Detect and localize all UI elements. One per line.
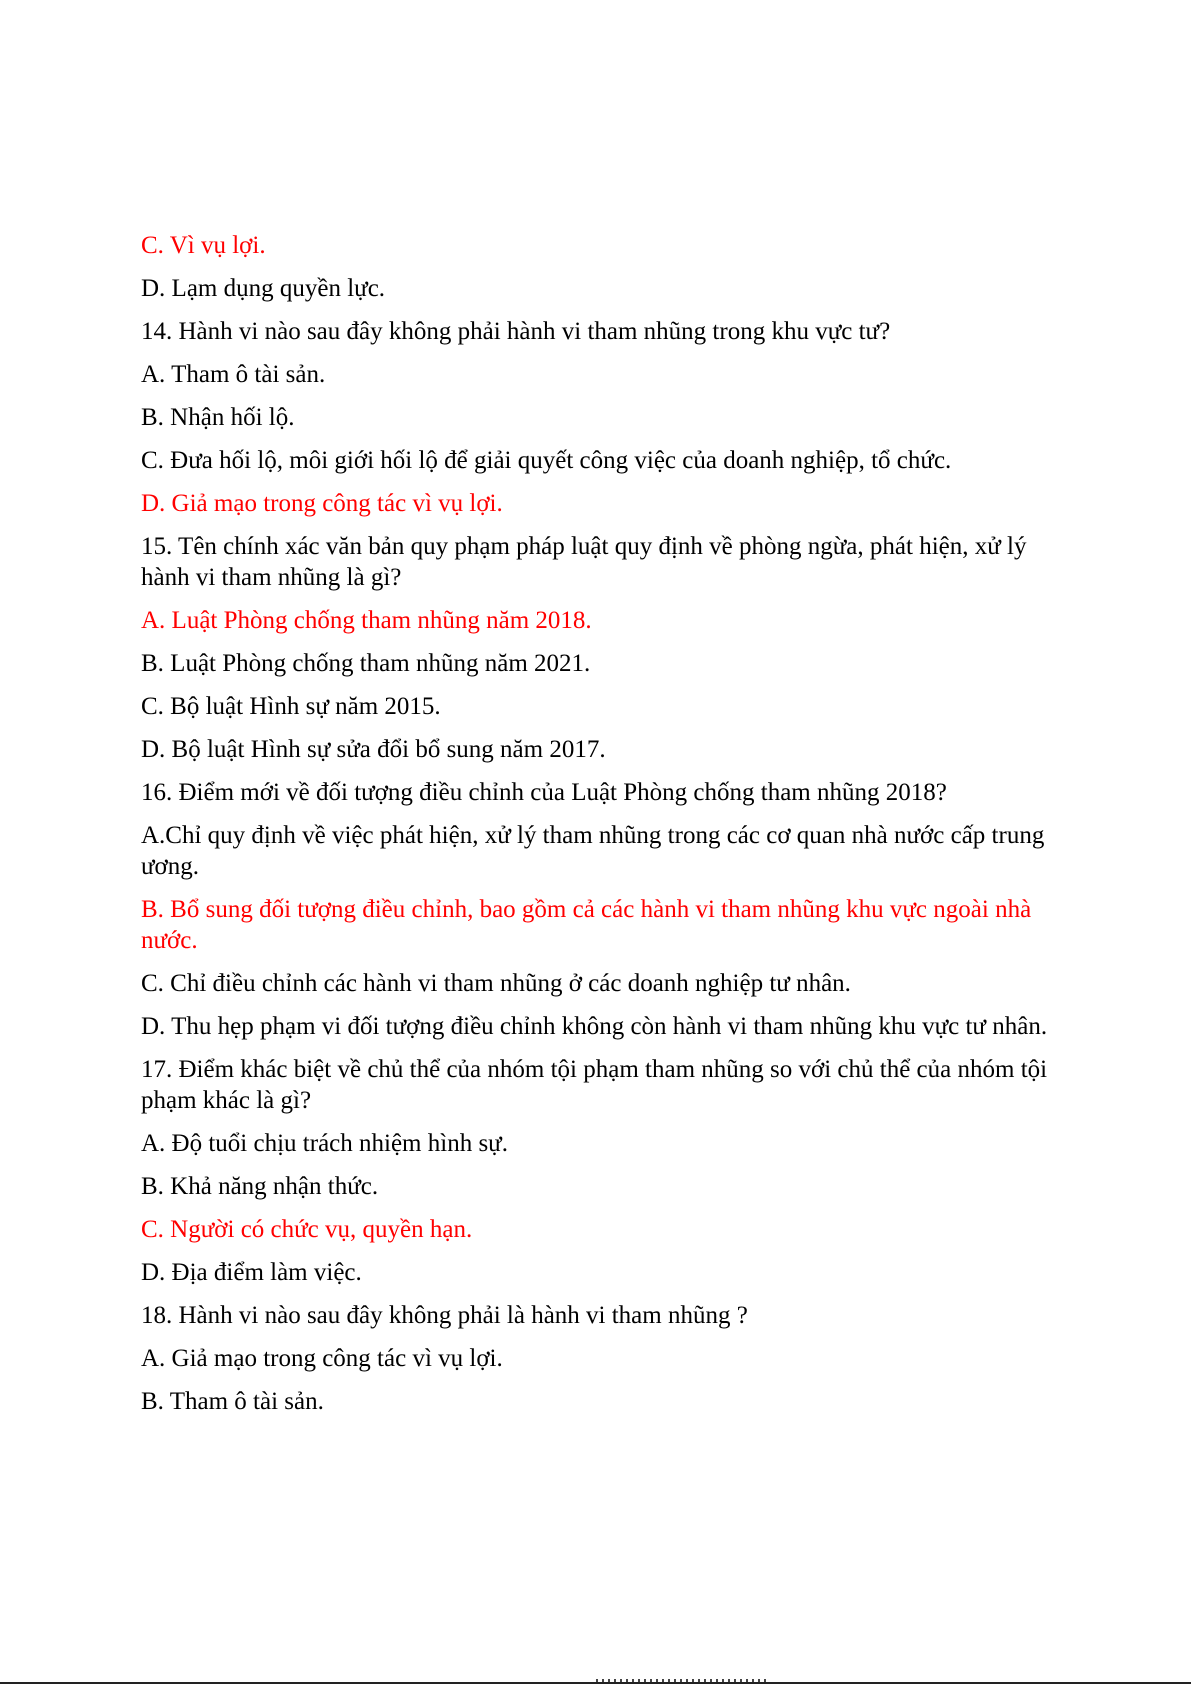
- option-line: D. Lạm dụng quyền lực.: [141, 275, 386, 302]
- question-line: 16. Điểm mới về đối tượng điều chỉnh của Luật Phòng chống tham nhũng 2018?: [141, 779, 947, 806]
- option-line-answer: A. Luật Phòng chống tham nhũng năm 2018.: [141, 607, 592, 634]
- option-line: B. Nhận hối lộ.: [141, 404, 295, 431]
- option-line: B. Tham ô tài sản.: [141, 1388, 324, 1415]
- option-line: A. Tham ô tài sản.: [141, 361, 326, 388]
- option-line: D. Địa điểm làm việc.: [141, 1259, 362, 1286]
- option-line: D. Thu hẹp phạm vi đối tượng điều chỉnh không còn hành vi tham nhũng khu vực tư nhân.: [141, 1013, 1048, 1040]
- option-line-answer: C. Vì vụ lợi.: [141, 232, 266, 259]
- option-line: B. Luật Phòng chống tham nhũng năm 2021.: [141, 650, 591, 677]
- option-line-answer: D. Giả mạo trong công tác vì vụ lợi.: [141, 490, 503, 517]
- page-bottom-edge: [0, 1679, 1191, 1685]
- option-line: D. Bộ luật Hình sự sửa đổi bổ sung năm 2017.: [141, 736, 606, 763]
- document-body: [141, 230, 1061, 1429]
- option-line: C. Chỉ điều chỉnh các hành vi tham nhũng ở các doanh nghiệp tư nhân.: [141, 970, 851, 997]
- option-line: A. Độ tuổi chịu trách nhiệm hình sự.: [141, 1130, 508, 1157]
- option-line: B. Khả năng nhận thức.: [141, 1173, 379, 1200]
- question-line: 18. Hành vi nào sau đây không phải là hành vi tham nhũng ?: [141, 1302, 748, 1329]
- option-line: C. Đưa hối lộ, môi giới hối lộ để giải quyết công việc của doanh nghiệp, tổ chức.: [141, 447, 952, 474]
- question-line: 14. Hành vi nào sau đây không phải hành vi tham nhũng trong khu vực tư?: [141, 318, 891, 345]
- option-line-answer: C. Người có chức vụ, quyền hạn.: [141, 1216, 473, 1243]
- page-bottom-rule: [0, 1682, 1191, 1684]
- question-line: 15. Tên chính xác văn bản quy phạm pháp luật quy định về phòng ngừa, phát hiện, xử lý hành vi tham nhũng là gì?: [141, 533, 1027, 591]
- option-line-answer: B. Bổ sung đối tượng điều chỉnh, bao gồm cả các hành vi tham nhũng khu vực ngoài nhà nước.: [141, 896, 1032, 954]
- question-line: 17. Điểm khác biệt về chủ thể của nhóm tội phạm tham nhũng so với chủ thể của nhóm tội phạm khác là gì?: [141, 1056, 1048, 1114]
- page-bottom-ticks: [596, 1679, 766, 1682]
- option-line: A.Chỉ quy định về việc phát hiện, xử lý tham nhũng trong các cơ quan nhà nước cấp trung ương.: [141, 822, 1045, 880]
- option-line: C. Bộ luật Hình sự năm 2015.: [141, 693, 441, 720]
- option-line: A. Giả mạo trong công tác vì vụ lợi.: [141, 1345, 503, 1372]
